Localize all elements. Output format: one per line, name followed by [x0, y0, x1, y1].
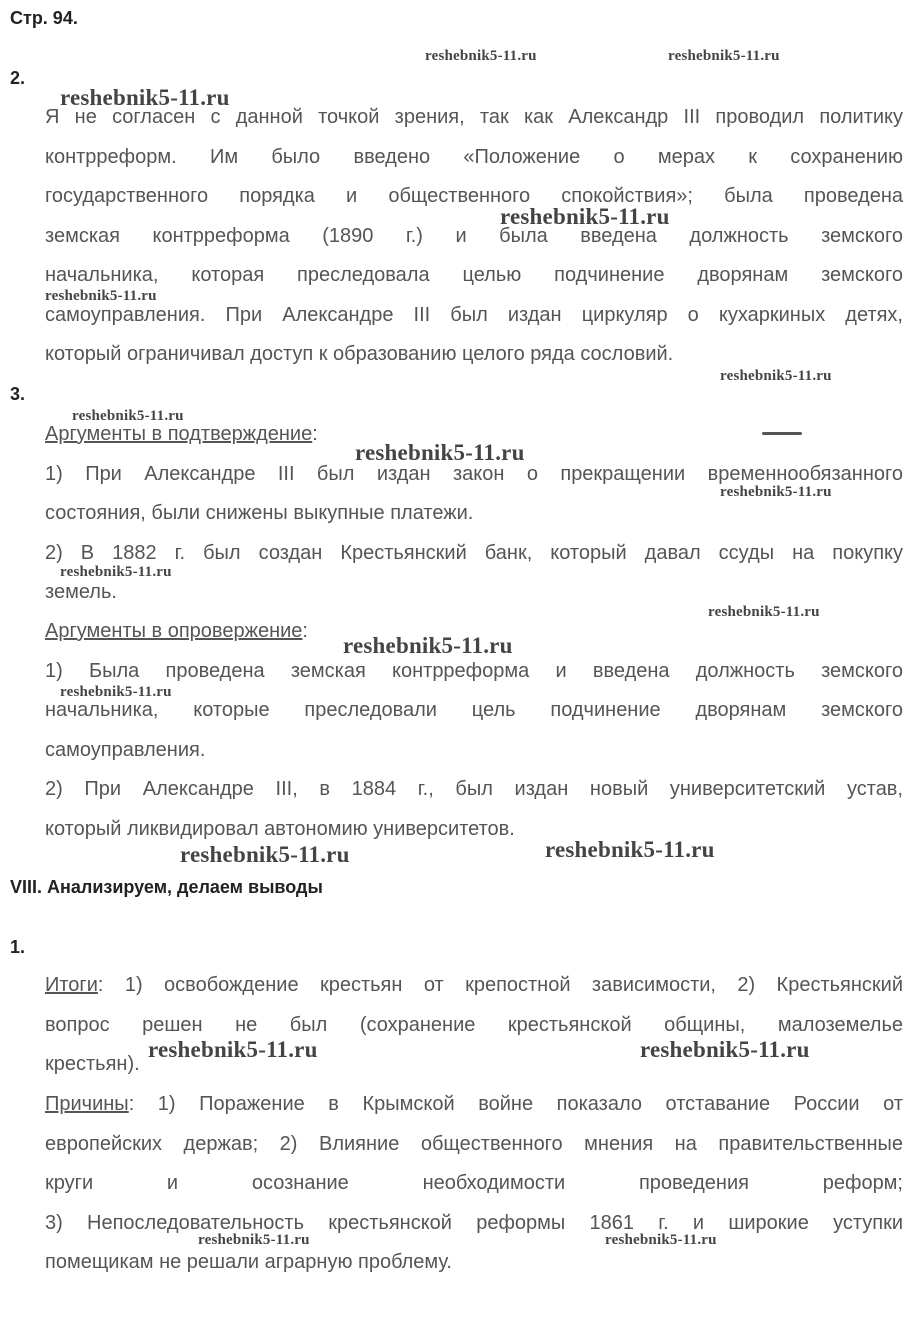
causes-line — [45, 1085, 903, 1125]
results-paragraph — [45, 966, 903, 1085]
text-line: самоуправления. — [45, 738, 206, 761]
text-line: крестьян). — [45, 1053, 140, 1075]
con-heading: Аргументы в опровержение — [45, 620, 303, 642]
text-line: европейских держав; 2) Влияние общественного мнения на правительственные — [45, 1132, 903, 1155]
watermark: reshebnik5-11.ru — [60, 564, 172, 580]
text-line: государственного порядка и общественного спокойствия»; была проведена — [45, 185, 903, 207]
text-line: состояния, были снижены выкупные платежи. — [45, 502, 474, 524]
watermark: reshebnik5-11.ru — [45, 288, 157, 304]
task-3-number: 3. — [10, 384, 26, 404]
watermark: reshebnik5-11.ru — [72, 408, 184, 424]
text-line: 1) При Александре III был издан закон о прекращении временнообязанного — [45, 462, 903, 485]
text-line: земель. — [45, 581, 117, 603]
task-2-number: 2. — [10, 68, 26, 88]
watermark: reshebnik5-11.ru — [148, 1037, 318, 1062]
watermark: reshebnik5-11.ru — [198, 1232, 310, 1248]
text-fragment: : 1) освобождение крестьян от крепостной зависимости, 2) Крестьянский — [97, 974, 903, 996]
page-heading: Стр. 94. — [10, 8, 78, 28]
watermark: reshebnik5-11.ru — [640, 1037, 810, 1062]
text-line: начальника, которые преследовали цель подчинение дворянам земского — [45, 699, 903, 721]
watermark: reshebnik5-11.ru — [355, 440, 525, 465]
watermark: reshebnik5-11.ru — [668, 48, 780, 64]
watermark: reshebnik5-11.ru — [605, 1232, 717, 1248]
watermark: reshebnik5-11.ru — [60, 85, 230, 110]
section-title: VIII. Анализируем, делаем выводы — [10, 877, 323, 897]
text-line: который ликвидировал автономию университетов. — [45, 817, 515, 840]
causes-label: Причины — [45, 1093, 129, 1115]
watermark: reshebnik5-11.ru — [425, 48, 537, 64]
dash-mark — [762, 432, 802, 435]
text-line: который ограничивал доступ к образованию целого ряда сословий. — [45, 343, 674, 365]
watermark: reshebnik5-11.ru — [720, 484, 832, 500]
text-line: 1) Была проведена земская контрреформа и введена должность земского — [45, 659, 903, 682]
text-line: начальника, которая преследовала целью подчинение дворянам земского — [45, 264, 903, 286]
watermark: reshebnik5-11.ru — [545, 837, 715, 862]
task-2-paragraph — [45, 98, 903, 375]
text-fragment: : 1) Поражение в Крымской войне показало отставание России от — [128, 1093, 903, 1115]
text-line: 3) Непоследовательность крестьянской реформы 1861 г. и широкие уступки — [45, 1211, 903, 1234]
causes-paragraph — [45, 1085, 903, 1283]
watermark: reshebnik5-11.ru — [60, 684, 172, 700]
pro-heading-line: Аргументы в подтверждение: — [45, 423, 318, 445]
text-line: круги и осознание необходимости проведения реформ; — [45, 1172, 903, 1194]
con-heading-line: Аргументы в опровержение: — [45, 620, 308, 642]
watermark: reshebnik5-11.ru — [180, 842, 350, 867]
text-line: помещикам не решали аграрную проблему. — [45, 1251, 452, 1273]
text-line: контрреформ. Им было введено «Положение о мерах к сохранению — [45, 145, 903, 168]
text-line: земская контрреформа (1890 г.) и была введена должность земского — [45, 224, 903, 247]
text-line: Я не согласен с данной точкой зрения, так как Александр III проводил политику — [45, 106, 903, 128]
watermark: reshebnik5-11.ru — [500, 204, 670, 229]
results-line — [45, 966, 903, 1006]
text-line: 2) При Александре III, в 1884 г., был издан новый университетский устав, — [45, 778, 903, 800]
task-1-number: 1. — [10, 937, 26, 957]
watermark: reshebnik5-11.ru — [720, 368, 832, 384]
results-label: Итоги — [45, 974, 98, 996]
pro-heading: Аргументы в подтверждение — [45, 423, 313, 445]
watermark: reshebnik5-11.ru — [708, 604, 820, 620]
text-line: самоуправления. При Александре III был издан циркуляр о кухаркиных детях, — [45, 303, 903, 326]
text-line: 2) В 1882 г. был создан Крестьянский банк, который давал ссуды на покупку — [45, 541, 903, 564]
watermark: reshebnik5-11.ru — [343, 633, 513, 658]
text-line: вопрос решен не был (сохранение крестьянской общины, малоземелье — [45, 1013, 903, 1036]
